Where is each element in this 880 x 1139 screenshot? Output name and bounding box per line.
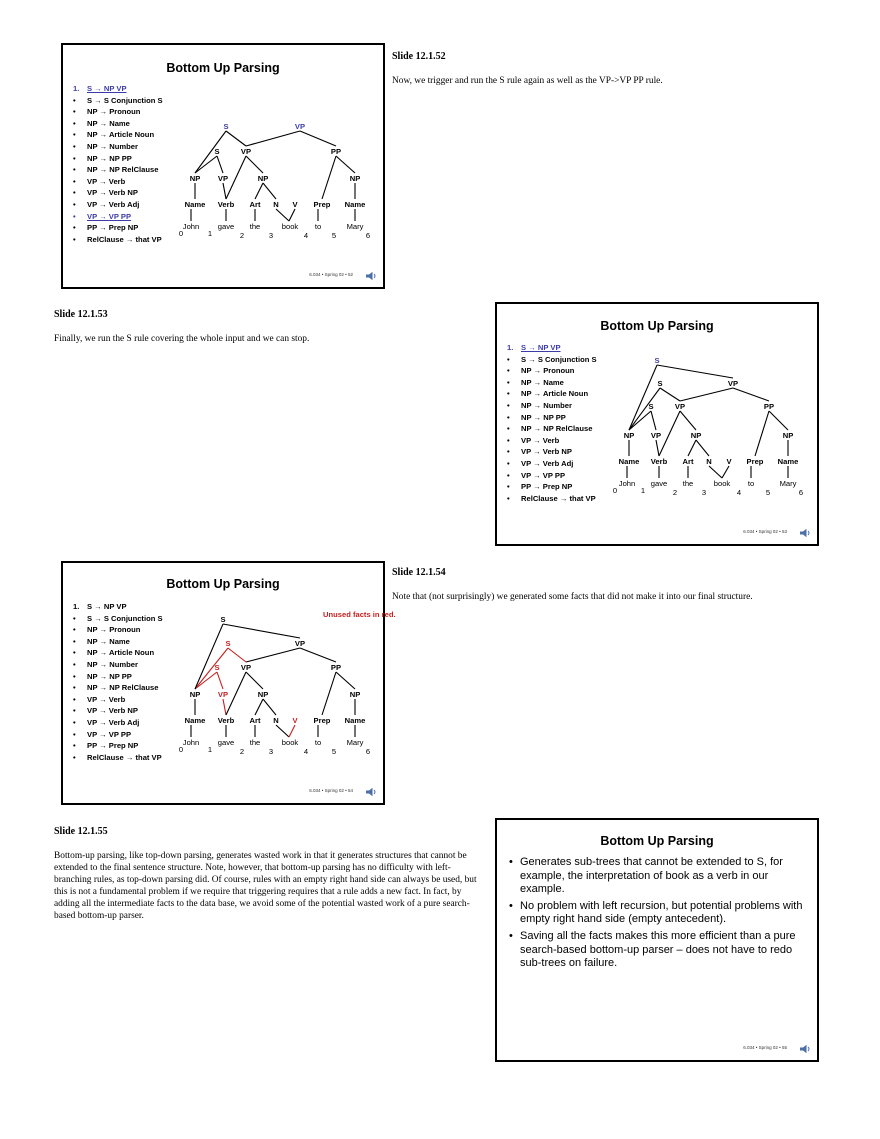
slide-53-image [495,302,819,546]
rule-item: • PP → Prep NP [73,741,139,751]
word-label: book [281,222,299,231]
rule-item: • PP → Prep NP [73,223,139,233]
pos-tag: Verb [217,716,235,725]
phrase-label: S [225,639,231,648]
rule-item: 1. S → NP VP [73,602,127,611]
rule-item: • NP → Pronoun [73,107,141,117]
bullet-item: • Generates sub-trees that cannot be extended to S, for example, the interpretation of book as a verb in our example. [509,856,803,897]
slide-note: Bottom-up parsing, like top-down parsing, generates wasted work in that it generates structures that cannot be extended to the final sentence structure. Note, however, that bottom-up parsing has no difficulty with left-branching rules, as top-down parsing did. Of course, rules with an empty right hand side can always be used, but this is not a fundamental problem if we require that triggering requires that a rule adds a new fact. In fact, by adding all the intermediate facts to the data base, we avoid some of the potential wasted work of a pure search-based bottom-up parser. [54,851,477,921]
rule-item: • VP → Verb NP [507,447,572,457]
phrase-label: NP [623,431,635,440]
phrase-label: VP [294,639,306,648]
slide-title: Bottom Up Parsing [166,61,280,75]
pos-tag: N [706,457,712,466]
rule-item: • VP → Verb [73,176,126,186]
word-label: Mary [346,222,364,231]
word-label: John [182,738,200,747]
phrase-label: NP [257,174,269,183]
slide-52-image [61,43,385,289]
position-number: 1 [640,486,646,495]
pos-tag: Name [184,200,206,209]
pos-tag: Prep [313,716,331,725]
position-number: 2 [672,488,678,497]
slide-note: Note that (not surprisingly) we generated some facts that did not make it into our final structure. [392,592,753,602]
phrase-label: VP [294,122,306,131]
phrase-label: PP [763,402,775,411]
phrase-label: NP [690,431,702,440]
phrase-label: NP [189,690,201,699]
word-label: gave [217,738,235,747]
phrase-label: NP [349,690,361,699]
pos-tag: V [726,457,732,466]
position-number: 3 [701,488,707,497]
slide-title: Bottom Up Parsing [600,319,714,333]
word-label: John [182,222,200,231]
pos-tag: Name [777,457,799,466]
position-number: 3 [268,747,274,756]
pos-tag: Name [184,716,206,725]
phrase-label: VP [674,402,686,411]
speaker-icon[interactable] [799,1044,811,1054]
word-label: book [713,479,731,488]
rule-item: • VP → Verb Adj [73,717,140,727]
speaker-icon[interactable] [799,528,811,538]
rule-item: 1. S → NP VP [73,84,127,93]
rule-item: • NP → NP PP [507,412,566,422]
word-label: gave [217,222,235,231]
pos-tag: Name [344,716,366,725]
phrase-label: NP [349,174,361,183]
slide-heading: Slide 12.1.53 [54,309,108,320]
rule-item: • VP → Verb Adj [73,199,140,209]
phrase-label: PP [330,147,342,156]
position-number: 5 [331,231,337,240]
word-label: the [249,222,261,231]
pos-tag: N [273,200,279,209]
slide-footer: 6.034 • Spring 02 • 53 [743,529,787,534]
speaker-icon[interactable] [365,787,377,797]
position-number: 0 [178,745,184,754]
rule-item: • NP → Name [73,636,130,646]
rule-item: • RelClause → that VP [507,493,596,503]
slide-title: Bottom Up Parsing [600,834,714,848]
pos-tag: Verb [650,457,668,466]
pos-tag: Prep [313,200,331,209]
phrase-label: VP [240,663,252,672]
position-number: 5 [331,747,337,756]
pos-tag: Name [618,457,640,466]
pos-tag: Name [344,200,366,209]
rule-item: • VP → Verb Adj [507,458,574,468]
rule-item: • NP → Pronoun [507,366,575,376]
rule-item: • NP → Number [507,400,572,410]
phrase-label: NP [782,431,794,440]
parse-tree [63,563,396,803]
rule-item: 1. S → NP VP [507,343,561,352]
position-number: 2 [239,747,245,756]
slide-55-image [495,818,819,1062]
position-number: 2 [239,231,245,240]
parse-tree [497,304,817,544]
rule-number: 1. [73,84,80,93]
bullet-item: • No problem with left recursion, but potential problems with empty right hand side (empty antecedent). [509,900,803,927]
phrase-label: S [223,122,229,131]
rule-item: • S → S Conjunction S [507,354,597,364]
word-label: to [747,479,755,488]
rule-item: • NP → Name [73,118,130,128]
slide-heading: Slide 12.1.52 [392,51,446,62]
word-label: book [281,738,299,747]
word-label: gave [650,479,668,488]
rule-item: • VP → Verb NP [73,188,138,198]
pos-tag: V [292,716,298,725]
phrase-label: NP [257,690,269,699]
rule-item: • VP → VP PP [73,211,132,221]
position-number: 4 [736,488,742,497]
rule-item: • NP → Name [507,377,564,387]
word-label: the [249,738,261,747]
position-number: 6 [365,747,371,756]
position-number: 4 [303,747,309,756]
phrase-label: S [214,147,220,156]
pos-tag: Art [249,716,261,725]
slide-heading: Slide 12.1.55 [54,826,108,837]
phrase-label: PP [330,663,342,672]
position-number: 6 [798,488,804,497]
position-number: 6 [365,231,371,240]
rule-item: • NP → NP RelClause [73,683,159,693]
word-label: to [314,738,322,747]
parse-tree [63,45,383,287]
rule-item: • NP → NP PP [73,153,132,163]
word-label: to [314,222,322,231]
phrase-label: VP [650,431,662,440]
position-number: 1 [207,229,213,238]
word-label: Mary [779,479,797,488]
phrase-label: S [654,356,660,365]
slide-heading: Slide 12.1.54 [392,567,446,578]
position-number: 0 [178,229,184,238]
phrase-label: S [214,663,220,672]
position-number: 5 [765,488,771,497]
position-number: 1 [207,745,213,754]
phrase-label: VP [217,690,229,699]
rule-item: • VP → Verb [507,435,560,445]
slide-54-image [61,561,396,805]
slide-note: Now, we trigger and run the S rule again as well as the VP->VP PP rule. [392,76,663,86]
word-label: John [618,479,636,488]
rule-item: • NP → Article Noun [73,648,155,658]
position-number: 3 [268,231,274,240]
pos-tag: Art [249,200,261,209]
rule-item: • S → S Conjunction S [73,613,163,623]
pos-tag: Prep [746,457,764,466]
slide-footer: 6.034 • Spring 02 • 54 [309,788,353,793]
pos-tag: V [292,200,298,209]
position-number: 0 [612,486,618,495]
rule-item: • VP → Verb NP [73,706,138,716]
unused-facts-note: Unused facts in red. [323,610,396,619]
rule-item: • NP → Pronoun [73,625,141,635]
position-number: 4 [303,231,309,240]
rule-item: • NP → Number [73,659,138,669]
speaker-icon[interactable] [365,271,377,281]
slide-note: Finally, we run the S rule covering the whole input and we can stop. [54,334,310,344]
rule-item: • NP → Article Noun [507,389,589,399]
rule-item: • RelClause → that VP [73,234,162,244]
phrase-label: VP [240,147,252,156]
rule-item: • RelClause → that VP [73,752,162,762]
pos-tag: Verb [217,200,235,209]
phrase-label: S [648,402,654,411]
rule-item: • VP → Verb [73,694,126,704]
word-label: the [682,479,694,488]
rule-item: • NP → NP PP [73,671,132,681]
rule-item: • NP → Article Noun [73,130,155,140]
slide-footer: 6.034 • Spring 02 • 52 [309,272,353,277]
phrase-label: S [657,379,663,388]
rule-item: • S → S Conjunction S [73,95,163,105]
slide-footer: 6.034 • Spring 02 • 55 [743,1045,787,1050]
phrase-label: VP [217,174,229,183]
slide-title: Bottom Up Parsing [166,577,280,591]
phrase-label: VP [727,379,739,388]
pos-tag: Art [682,457,694,466]
rule-item: • VP → VP PP [507,470,566,480]
rule-item: • PP → Prep NP [507,482,573,492]
rule-item: • NP → NP RelClause [73,165,159,175]
rule-item: • VP → VP PP [73,729,132,739]
word-label: Mary [346,738,364,747]
bullet-item: • Saving all the facts makes this more efficient than a pure search-based bottom-up parser – does not have to redo sub-trees on failure. [509,930,803,971]
phrase-label: S [220,615,226,624]
phrase-label: NP [189,174,201,183]
pos-tag: N [273,716,279,725]
rule-item: • NP → NP RelClause [507,424,593,434]
rule-item: • NP → Number [73,141,138,151]
bullet-list [509,856,803,974]
